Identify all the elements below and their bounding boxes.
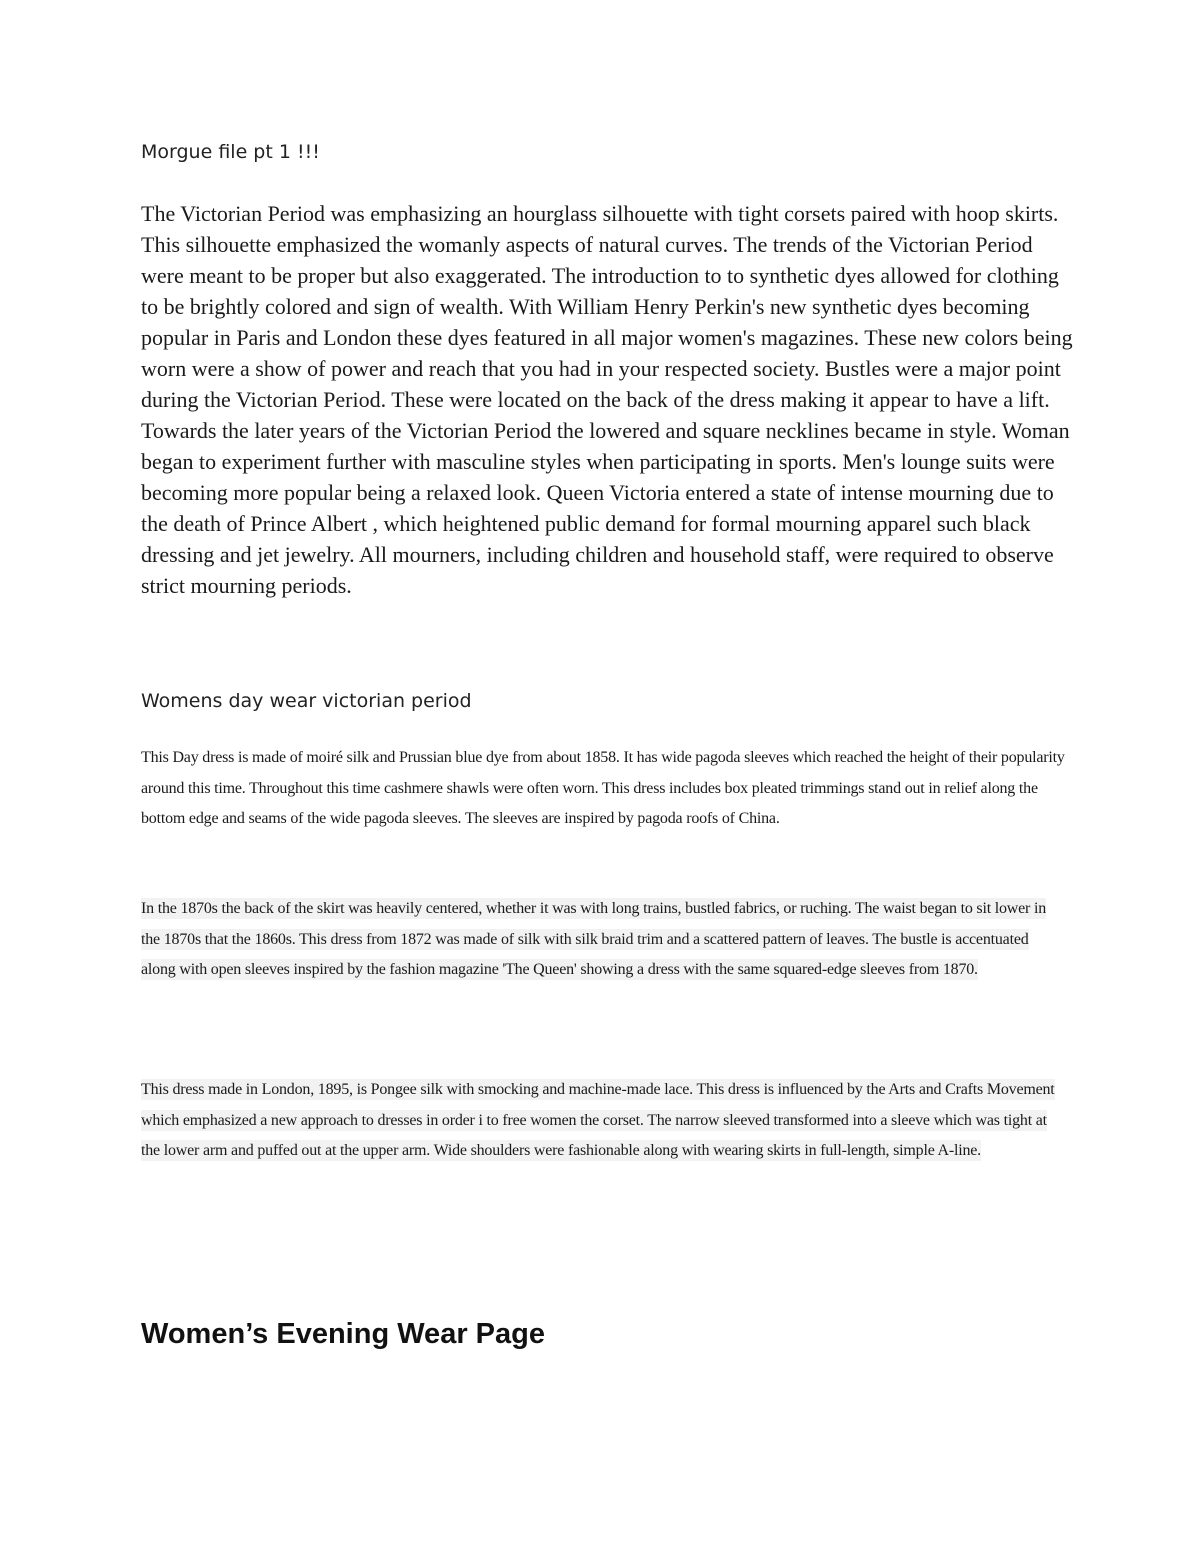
paragraph-text: This dress made in London, 1895, is Pongee silk with smocking and machine-made lace. This dress is influenced by the Arts and Crafts Movement which emphasized a new approach to dresses in order i to free women the corset. The narrow sleeved transformed into a sleeve which was tight at the lower arm and puffed out at the upper arm. Wide shoulders were fashionable along with wearing skirts in full-length, simple A-line.: [141, 1081, 1055, 1159]
document-title: Morgue file pt 1 !!!: [141, 141, 320, 163]
paragraph-day-dress-1858: [141, 743, 1066, 835]
page-heading: Women’s Evening Wear Page: [141, 1318, 545, 1350]
paragraph-1870s-dress: [141, 894, 1066, 986]
paragraph-text: This Day dress is made of moiré silk and Prussian blue dye from about 1858. It has wide pagoda sleeves which reached the height of their popularity around this time. Throughout this time cashmere shawls were often worn. This dress includes box pleated trimmings stand out in relief along the bottom edge and seams of the wide pagoda sleeves. The sleeves are inspired by pagoda roofs of China.: [141, 749, 1065, 827]
section-heading: Womens day wear victorian period: [141, 690, 472, 712]
paragraph-1895-dress: [141, 1075, 1066, 1167]
intro-paragraph: The Victorian Period was emphasizing an hourglass silhouette with tight corsets paired with hoop skirts. This silhouette emphasized the womanly aspects of natural curves. The trends of the Victorian Period were meant to be proper but also exaggerated. The introduction to to synthetic dyes allowed for clothing to be brightly colored and sign of wealth. With William Henry Perkin's new synthetic dyes becoming popular in Paris and London these dyes featured in all major women's magazines. These new colors being worn were a show of power and reach that you had in your respected society. Bustles were a major point during the Victorian Period. These were located on the back of the dress making it appear to have a lift. Towards the later years of the Victorian Period the lowered and square necklines became in style. Woman began to experiment further with masculine styles when participating in sports. Men's lounge suits were becoming more popular being a relaxed look. Queen Victoria entered a state of intense mourning due to the death of Prince Albert , which heightened public demand for formal mourning apparel such black dressing and jet jewelry. All mourners, including children and household staff, were required to observe strict mourning periods.: [141, 201, 1073, 598]
paragraph-text: In the 1870s the back of the skirt was heavily centered, whether it was with long trains, bustled fabrics, or ruching. The waist began to sit lower in the 1870s that the 1860s. This dress from 1872 was made of silk with silk braid trim and a scattered pattern of leaves. The bustle is accentuated along with open sleeves inspired by the fashion magazine 'The Queen' showing a dress with the same squared-edge sleeves from 1870.: [141, 900, 1047, 978]
